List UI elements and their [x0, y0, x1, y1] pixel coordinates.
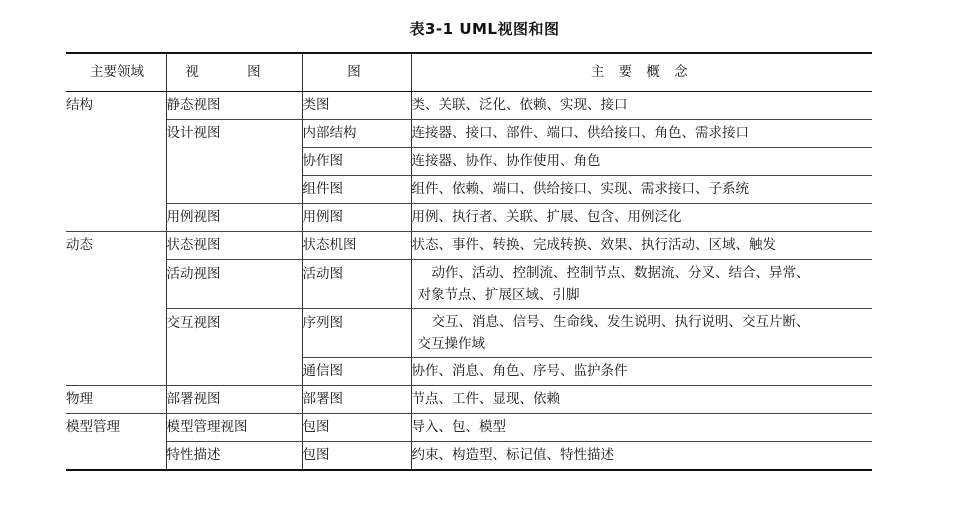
header-view: 视 图 [166, 53, 302, 92]
concepts-cell: 组件、依赖、端口、供给接口、实现、需求接口、子系统 [411, 176, 872, 204]
view-cell: 活动视图 [166, 260, 302, 309]
view-cell: 特性描述 [166, 442, 302, 471]
table-row [66, 92, 872, 120]
diagram-cell: 类图 [302, 92, 411, 120]
diagram-cell: 通信图 [302, 358, 411, 386]
concepts-line: 交互、消息、信号、生命线、发生说明、执行说明、交互片断、 [431, 314, 810, 330]
concepts-cell: 连接器、协作、协作使用、角色 [411, 148, 872, 176]
diagram-cell: 包图 [302, 442, 411, 471]
table-row [66, 120, 872, 148]
concepts-cell: 协作、消息、角色、序号、监护条件 [411, 358, 872, 386]
table-row [66, 204, 872, 232]
table-row [66, 358, 872, 386]
concepts-cell: 节点、工件、显现、依赖 [411, 386, 872, 414]
area-dynamic: 动态 [66, 237, 93, 254]
concepts-cell: 连接器、接口、部件、端口、供给接口、角色、需求接口 [411, 120, 872, 148]
view-cell: 交互视图 [166, 309, 302, 358]
concepts-cell: 导入、包、模型 [411, 414, 872, 442]
diagram-cell: 活动图 [302, 260, 411, 309]
concepts-cell: 约束、构造型、标记值、特性描述 [411, 442, 872, 471]
view-cell: 用例视图 [166, 204, 302, 232]
area-model-management: 模型管理 [66, 419, 120, 436]
concepts-line: 对象节点、扩展区域、引脚 [417, 287, 580, 303]
diagram-cell: 部署图 [302, 386, 411, 414]
view-cell: 模型管理视图 [166, 414, 302, 442]
header-concepts: 主 要 概 念 [411, 53, 872, 92]
view-cell: 部署视图 [166, 386, 302, 414]
view-cell: 设计视图 [166, 120, 302, 148]
header-row [66, 53, 872, 92]
table-row [66, 176, 872, 204]
concepts-cell [411, 260, 872, 309]
table-row [66, 309, 872, 358]
diagram-cell: 包图 [302, 414, 411, 442]
concepts-cell: 类、关联、泛化、依赖、实现、接口 [411, 92, 872, 120]
header-diagram: 图 [302, 53, 411, 92]
table-row [66, 442, 872, 471]
table-title: 表3-1 UML视图和图 [409, 20, 560, 38]
header-area: 主要领域 [66, 53, 166, 92]
diagram-cell: 组件图 [302, 176, 411, 204]
diagram-cell: 序列图 [302, 309, 411, 358]
uml-views-table [66, 52, 872, 471]
table-row [66, 386, 872, 414]
table-row [66, 148, 872, 176]
area-physical: 物理 [66, 386, 166, 414]
concepts-cell: 状态、事件、转换、完成转换、效果、执行活动、区域、触发 [411, 232, 872, 260]
diagram-cell: 状态机图 [302, 232, 411, 260]
table-row [66, 260, 872, 309]
view-cell: 状态视图 [166, 232, 302, 260]
concepts-cell [411, 309, 872, 358]
diagram-cell: 用例图 [302, 204, 411, 232]
table-row [66, 232, 872, 260]
concepts-line: 动作、活动、控制流、控制节点、数据流、分叉、结合、异常、 [431, 265, 810, 281]
view-cell: 静态视图 [166, 92, 302, 120]
diagram-cell: 协作图 [302, 148, 411, 176]
diagram-cell: 内部结构 [302, 120, 411, 148]
area-structure: 结构 [66, 97, 93, 114]
concepts-cell: 用例、执行者、关联、扩展、包含、用例泛化 [411, 204, 872, 232]
table-row [66, 414, 872, 442]
concepts-line: 交互操作域 [417, 336, 485, 352]
